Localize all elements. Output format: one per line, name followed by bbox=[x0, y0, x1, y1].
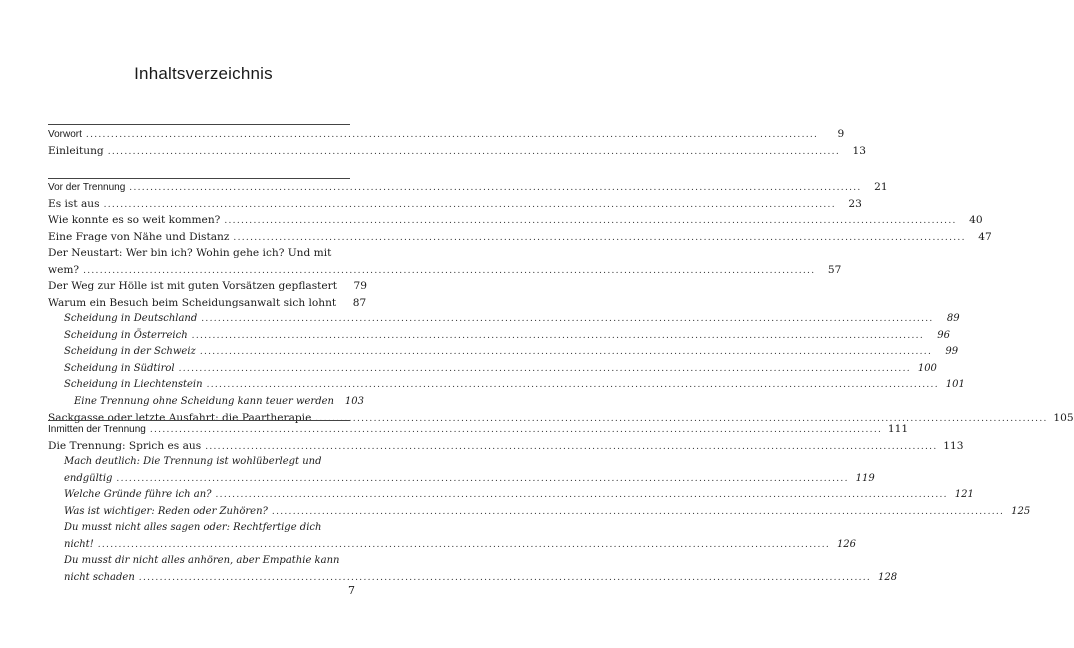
toc-subentry-multiline[interactable] bbox=[48, 454, 875, 487]
toc-entry-title: Es ist aus bbox=[48, 197, 100, 210]
toc-entry-page: 105 bbox=[1053, 412, 1074, 424]
toc-entry-title: Scheidung in Liechtenstein bbox=[64, 379, 203, 390]
toc-subentry[interactable] bbox=[48, 504, 1031, 521]
toc-entry-title: Scheidung in Österreich bbox=[64, 329, 188, 341]
toc-entry-title-line2: endgültig bbox=[64, 472, 113, 484]
toc-entry-page: 126 bbox=[836, 538, 857, 550]
toc-entry-title-line1: Mach deutlich: Die Trennung ist wohlüberlegt und bbox=[64, 456, 322, 467]
toc-entry-title: Was ist wichtiger: Reden oder Zuhören? bbox=[64, 505, 268, 517]
dot-leader: ................................................................................................................................................................................ bbox=[116, 473, 849, 484]
dot-leader: ................................................................................................................................................................................ bbox=[138, 572, 872, 583]
toc-entry-title: Inmitten der Trennung bbox=[48, 424, 146, 435]
toc-section-inmitten-der-trennung bbox=[48, 421, 1031, 586]
toc-entry[interactable] bbox=[48, 229, 992, 246]
dot-leader: ................................................................................................................................................................................ bbox=[315, 414, 1048, 424]
toc-entry-title: Der Weg zur Hölle ist mit guten Vorsätzen gepflastert bbox=[48, 280, 337, 292]
toc-entry-title: Scheidung in Deutschland bbox=[64, 313, 198, 324]
toc-entry-title: Scheidung in der Schweiz bbox=[64, 346, 196, 357]
toc-subentry[interactable] bbox=[48, 344, 959, 361]
toc-subentry-multiline[interactable] bbox=[48, 520, 857, 553]
toc-entry-page: 111 bbox=[887, 423, 909, 435]
toc-entry-title: Wie konnte es so weit kommen? bbox=[48, 214, 221, 226]
toc-entry-page: 113 bbox=[943, 439, 964, 452]
toc-entry-page: 100 bbox=[917, 362, 937, 374]
toc-entry[interactable] bbox=[48, 438, 964, 455]
page-title: Inhaltsverzeichnis bbox=[134, 64, 273, 83]
toc-entry-page: 87 bbox=[352, 296, 367, 309]
toc-entry-page: 101 bbox=[945, 379, 965, 390]
toc-entry[interactable] bbox=[48, 196, 862, 213]
toc-entry-page: 119 bbox=[855, 472, 875, 484]
dot-leader: ................................................................................................................................................................................ bbox=[85, 130, 819, 140]
toc-entry-page: 128 bbox=[878, 571, 898, 583]
toc-entry-title: Welche Gründe führe ich an? bbox=[64, 489, 212, 500]
toc-entry-title: Eine Frage von Nähe und Distanz bbox=[48, 230, 230, 243]
toc-entry-title: Eine Trennung ohne Scheidung kann teuer werden bbox=[74, 395, 334, 407]
toc-entry-page: 9 bbox=[837, 128, 845, 140]
dot-leader: ................................................................................................................................................................................ bbox=[206, 380, 939, 390]
dot-leader: ................................................................................................................................................................................ bbox=[199, 347, 933, 357]
toc-entry-title-line1: Der Neustart: Wer bin ich? Wohin gehe ich? Und mit bbox=[48, 247, 332, 259]
dot-leader: ................................................................................................................................................................................ bbox=[149, 425, 883, 435]
toc-subentry[interactable] bbox=[48, 361, 937, 378]
dot-leader: ................................................................................................................................................................................ bbox=[97, 539, 831, 550]
dot-leader: ................................................................................................................................................................................ bbox=[178, 363, 911, 374]
toc-entry-title-line2: wem? bbox=[48, 263, 80, 276]
toc-entry-title-line1: Du musst dir nicht alles anhören, aber Empathie kann bbox=[64, 555, 340, 566]
page-number: 7 bbox=[348, 584, 355, 597]
dot-leader: ................................................................................................................................................................................ bbox=[215, 490, 948, 500]
toc-entry-page: 89 bbox=[946, 313, 960, 324]
toc-entry-page: 47 bbox=[978, 230, 992, 243]
toc-entry-page: 21 bbox=[874, 181, 888, 193]
toc-subentry[interactable] bbox=[48, 394, 364, 411]
toc-entry-multiline[interactable] bbox=[48, 245, 842, 278]
toc-entry-page: 40 bbox=[969, 214, 983, 226]
dot-leader: ................................................................................................................................................................................ bbox=[191, 330, 924, 341]
toc-section-heading[interactable] bbox=[48, 179, 888, 196]
toc-entry-title-line2: nicht schaden bbox=[64, 571, 135, 583]
section-rule bbox=[48, 124, 350, 125]
dot-leader: ................................................................................................................................................................................ bbox=[233, 232, 966, 243]
dot-leader: ................................................................................................................................................................................ bbox=[103, 199, 836, 210]
dot-leader: ................................................................................................................................................................................ bbox=[83, 265, 816, 276]
toc-entry-title: Die Trennung: Sprich es aus bbox=[48, 439, 202, 452]
toc-entry-page: 79 bbox=[353, 280, 367, 292]
toc-entry-title: Einleitung bbox=[48, 144, 104, 157]
dot-leader: ................................................................................................................................................................................ bbox=[224, 216, 957, 226]
dot-leader: ................................................................................................................................................................................ bbox=[107, 146, 840, 157]
toc-entry-page: 125 bbox=[1011, 505, 1031, 517]
dot-leader: ................................................................................................................................................................................ bbox=[271, 506, 1005, 517]
toc-entry-title: Vor der Trennung bbox=[48, 182, 126, 193]
toc-entry-title: Sackgasse oder letzte Ausfahrt: die Paartherapie bbox=[48, 412, 312, 424]
toc-entry-page: 121 bbox=[954, 489, 974, 500]
toc-entry-page: 13 bbox=[852, 144, 866, 157]
toc-entry[interactable] bbox=[48, 212, 983, 229]
toc-entry-vorwort[interactable] bbox=[48, 126, 845, 143]
toc-entry[interactable] bbox=[48, 295, 367, 312]
toc-subentry-multiline[interactable] bbox=[48, 553, 898, 586]
dot-leader: ................................................................................................................................................................................ bbox=[201, 314, 934, 324]
toc-section-vor-der-trennung bbox=[48, 179, 1074, 427]
toc-entry-page: 96 bbox=[937, 329, 950, 341]
toc-entry[interactable] bbox=[48, 278, 367, 295]
toc-entry-title-line2: nicht! bbox=[64, 538, 94, 550]
toc-entry-title: Warum ein Besuch beim Scheidungsanwalt sich lohnt bbox=[48, 296, 337, 309]
toc-entry-title: Scheidung in Südtirol bbox=[64, 362, 175, 374]
toc-section-front bbox=[48, 126, 866, 159]
toc-subentry[interactable] bbox=[48, 328, 950, 345]
toc-subentry[interactable] bbox=[48, 377, 965, 394]
toc-entry-page: 103 bbox=[344, 395, 364, 407]
toc-entry-title-line1: Du musst nicht alles sagen oder: Rechtfertige dich bbox=[64, 522, 322, 533]
toc-section-heading[interactable] bbox=[48, 421, 909, 438]
toc-entry-page: 57 bbox=[827, 263, 842, 276]
toc-entry-page: 23 bbox=[848, 197, 862, 210]
toc-entry-page: 99 bbox=[945, 346, 959, 357]
toc-subentry[interactable] bbox=[48, 311, 960, 328]
toc-subentry[interactable] bbox=[48, 487, 974, 504]
toc-entry-title: Vorwort bbox=[48, 129, 82, 140]
dot-leader: ................................................................................................................................................................................ bbox=[205, 441, 938, 452]
toc-entry-einleitung[interactable] bbox=[48, 143, 866, 160]
dot-leader: ................................................................................................................................................................................ bbox=[129, 183, 862, 193]
